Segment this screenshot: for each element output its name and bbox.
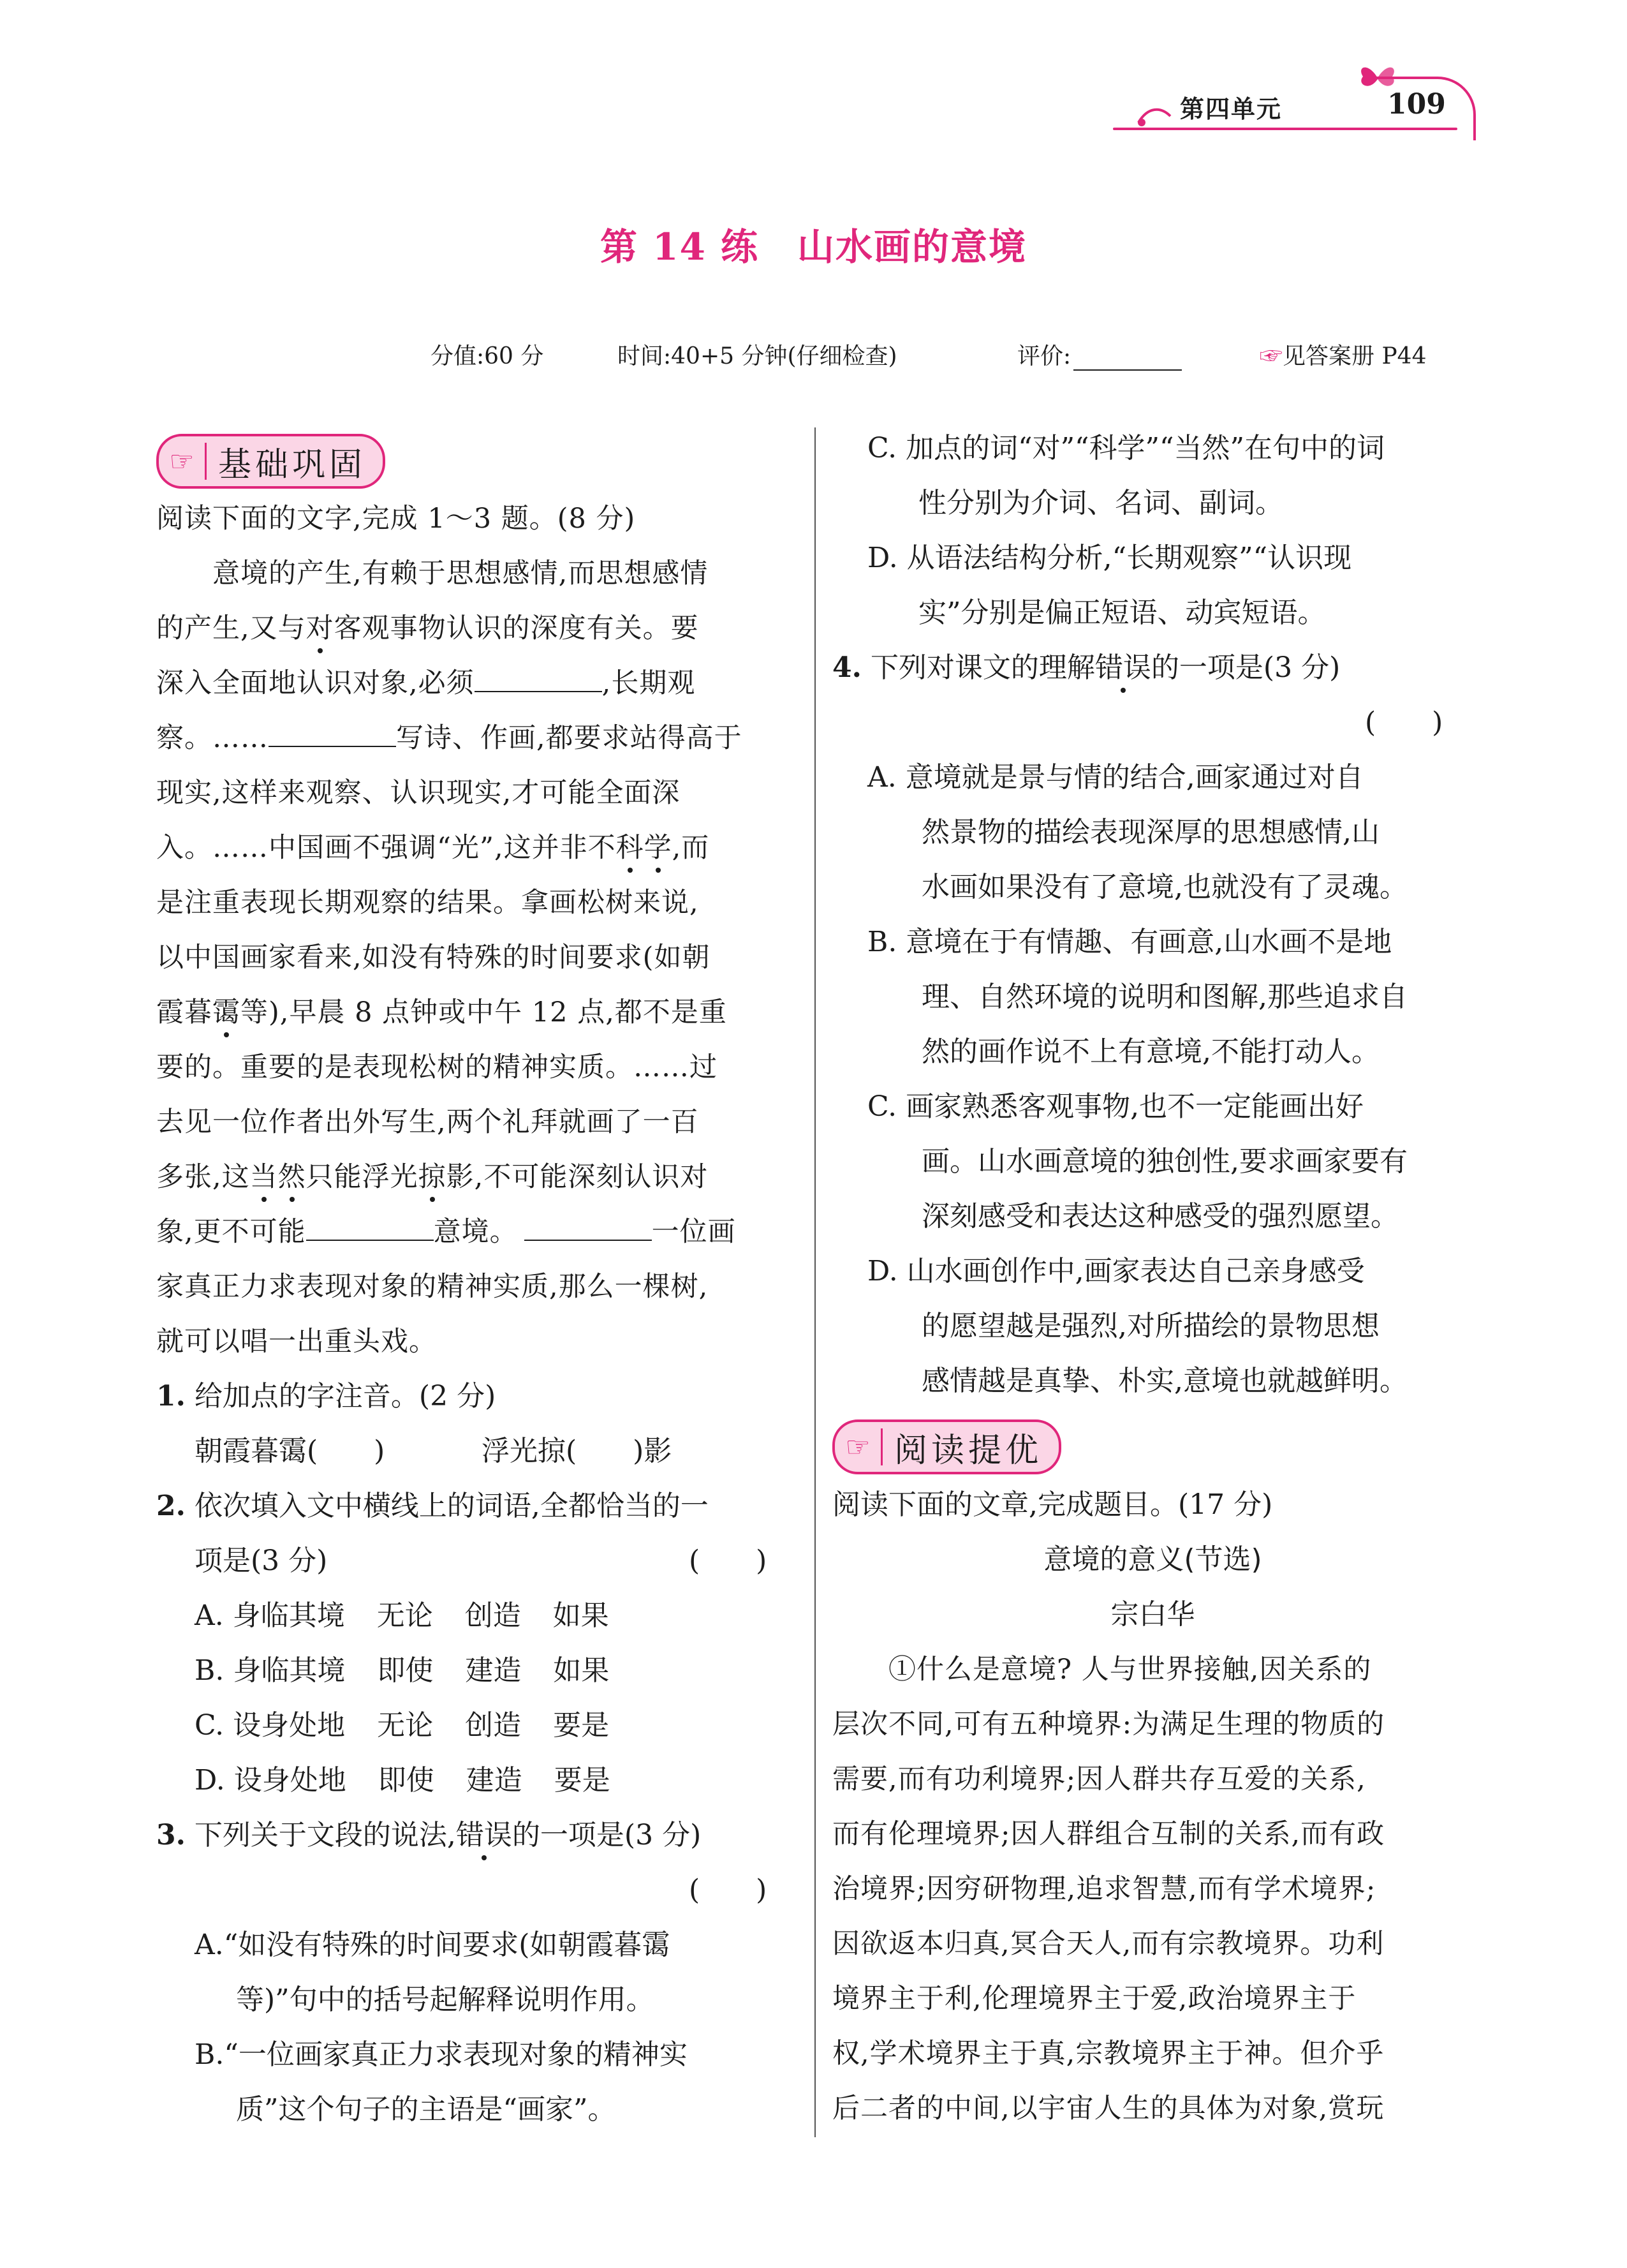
passage-line: 深入全面地认识对象,必须 ,长期观 [156,667,696,699]
pointing-hand-icon: ☞ [845,1430,871,1464]
question-4: 4. 下列对课文的理解错误的一项是(3 分) [832,651,1341,684]
q2-option-a[interactable]: A. 身临其境 无论 创造 如果 [195,1599,609,1632]
swirl-icon [1135,103,1174,129]
article-line: 层次不同,可有五种境界:为满足生理的物质的 [832,1708,1385,1740]
article-author: 宗白华 [1110,1598,1195,1631]
article-title: 意境的意义(节选) [1043,1543,1262,1576]
unit-label: 第四单元 [1180,94,1283,123]
passage-line: 意境的产生,有赖于思想感情,而思想感情 [156,558,709,589]
article-line: 而有伦理境界;因人群组合互制的关系,而有政 [832,1818,1385,1850]
passage-line: 要的。重要的是表现松树的精神实质。……过 [156,1051,718,1083]
q4-option-line: 的愿望越是强烈,对所描绘的景物思想 [922,1310,1380,1342]
q2-option-d[interactable]: D. 设身处地 即使 建造 要是 [195,1764,610,1797]
q4-option-c[interactable]: C. 画家熟悉客观事物,也不一定能画出好 [867,1090,1364,1123]
q3-option-b-cont: 质”这个句子的主语是“画家”。 [236,2093,616,2126]
passage-line: 察。…… 写诗、作画,都要求站得高于 [156,722,742,754]
meta-score: 分值:60 分 [431,343,544,369]
q3-option-a[interactable]: A.“如没有特殊的时间要求(如朝霞暮霭 [195,1929,670,1961]
passage-line: 霞暮霭等),早晨 8 点钟或中午 12 点,都不是重 [156,997,727,1028]
passage-line: 就可以唱一出重头戏。 [156,1326,437,1358]
passage-line: 去见一位作者出外写生,两个礼拜就画了一百 [156,1106,699,1138]
passage-line: 的产生,又与对客观事物认识的深度有关。要 [156,612,699,644]
q3-option-c[interactable]: C. 加点的词“对”“科学”“当然”在句中的词 [867,432,1385,464]
q4-option-b[interactable]: B. 意境在于有情趣、有画意,山水画不是地 [867,926,1392,958]
q4-option-line: 然的画作说不上有意境,不能打动人。 [922,1035,1380,1068]
article-line: 境界主于利,伦理境界主于爱,政治境界主于 [832,1983,1357,2015]
q3-option-b[interactable]: B.“一位画家真正力求表现对象的精神实 [195,2038,688,2071]
q3-option-a-cont: 等)”句中的括号起解释说明作用。 [236,1983,654,2016]
passage-line: 象,更不可能 意境。 一位画 [156,1216,736,1248]
fill-blank[interactable] [269,723,396,747]
intro-right: 阅读下面的文章,完成题目。(17 分) [832,1488,1273,1521]
answer-paren[interactable]: ( ) [1365,706,1443,739]
page-title: 第 14 练 山水画的意境 [600,225,1027,269]
section-reading: ☞ 阅读提优 [832,1419,1061,1474]
fill-blank[interactable] [524,1217,652,1241]
passage-line: 多张,这当然只能浮光掠影,不可能深刻认识对 [156,1161,709,1193]
fill-blank[interactable] [475,668,602,692]
answer-paren[interactable]: ( ) [689,1545,767,1577]
q3-option-d-cont: 实”分别是偏正短语、动宾短语。 [918,597,1326,629]
meta-time: 时间:40+5 分钟(仔细检查) [617,343,897,369]
q2-option-b[interactable]: B. 身临其境 即使 建造 如果 [195,1654,610,1687]
pointing-hand-icon: ☞ [1260,343,1283,369]
answer-paren[interactable]: ( ) [689,1874,767,1906]
q4-option-line: 感情越是真挚、朴实,意境也就越鲜明。 [922,1365,1408,1397]
q1-item-a[interactable]: 朝霞暮霭( ) [195,1435,385,1467]
question-2: 2. 依次填入文中横线上的词语,全都恰当的一 [156,1490,709,1522]
meta-rating: 评价: [1017,338,1182,371]
pointing-hand-icon: ☞ [169,445,195,478]
page-number: 109 [1387,88,1446,121]
q4-option-line: 理、自然环境的说明和图解,那些追求自 [922,981,1408,1013]
fill-blank[interactable] [306,1217,434,1241]
column-divider [814,427,816,2137]
article-line: 治境界;因穷研物理,追求智慧,而有学术境界; [832,1873,1376,1905]
question-1: 1. 给加点的字注音。(2 分) [156,1380,496,1412]
passage-line: 是注重表现长期观察的结果。拿画松树来说, [156,887,699,919]
q3-option-d[interactable]: D. 从语法结构分析,“长期观察”“认识现 [867,542,1352,574]
q3-option-c-cont: 性分别为介词、名词、副词。 [918,487,1283,519]
passage-line: 现实,这样来观察、认识现实,才可能全面深 [156,777,681,809]
section-basic: ☞ 基础巩固 [156,434,385,489]
passage-line: 以中国画家看来,如没有特殊的时间要求(如朝 [156,942,710,974]
article-line: ①什么是意境? 人与世界接触,因关系的 [832,1654,1372,1686]
question-2-cont: 项是(3 分) [195,1545,328,1577]
passage-line: 入。……中国画不强调“光”,这并非不科学,而 [156,832,710,864]
q4-option-line: 画。山水画意境的独创性,要求画家要有 [922,1145,1408,1178]
q4-option-d[interactable]: D. 山水画创作中,画家表达自己亲身感受 [867,1255,1365,1287]
passage-line: 家真正力求表现对象的精神实质,那么一棵树, [156,1271,709,1303]
q2-option-c[interactable]: C. 设身处地 无论 创造 要是 [195,1709,610,1742]
article-line: 权,学术境界主于真,宗教境界主于神。但介乎 [832,2038,1385,2070]
article-line: 后二者的中间,以宇宙人生的具体为对象,赏玩 [832,2093,1385,2124]
q4-option-a[interactable]: A. 意境就是景与情的结合,画家通过对自 [867,761,1364,794]
q4-option-line: 水画如果没有了意境,也就没有了灵魂。 [922,871,1408,903]
article-line: 需要,而有功利境界;因人群共存互爱的关系, [832,1763,1366,1795]
article-line: 因欲返本归真,冥合天人,而有宗教境界。功利 [832,1928,1385,1960]
q4-option-line: 深刻感受和表达这种感受的强烈愿望。 [922,1200,1399,1233]
question-3: 3. 下列关于文段的说法,错误的一项是(3 分) [156,1819,702,1851]
meta-answer: ☞见答案册 P44 [1260,343,1427,369]
q1-item-b[interactable]: 浮光掠( )影 [482,1435,672,1467]
intro-left: 阅读下面的文字,完成 1～3 题。(8 分) [156,503,636,535]
q4-option-line: 然景物的描绘表现深厚的思想感情,山 [922,816,1380,849]
